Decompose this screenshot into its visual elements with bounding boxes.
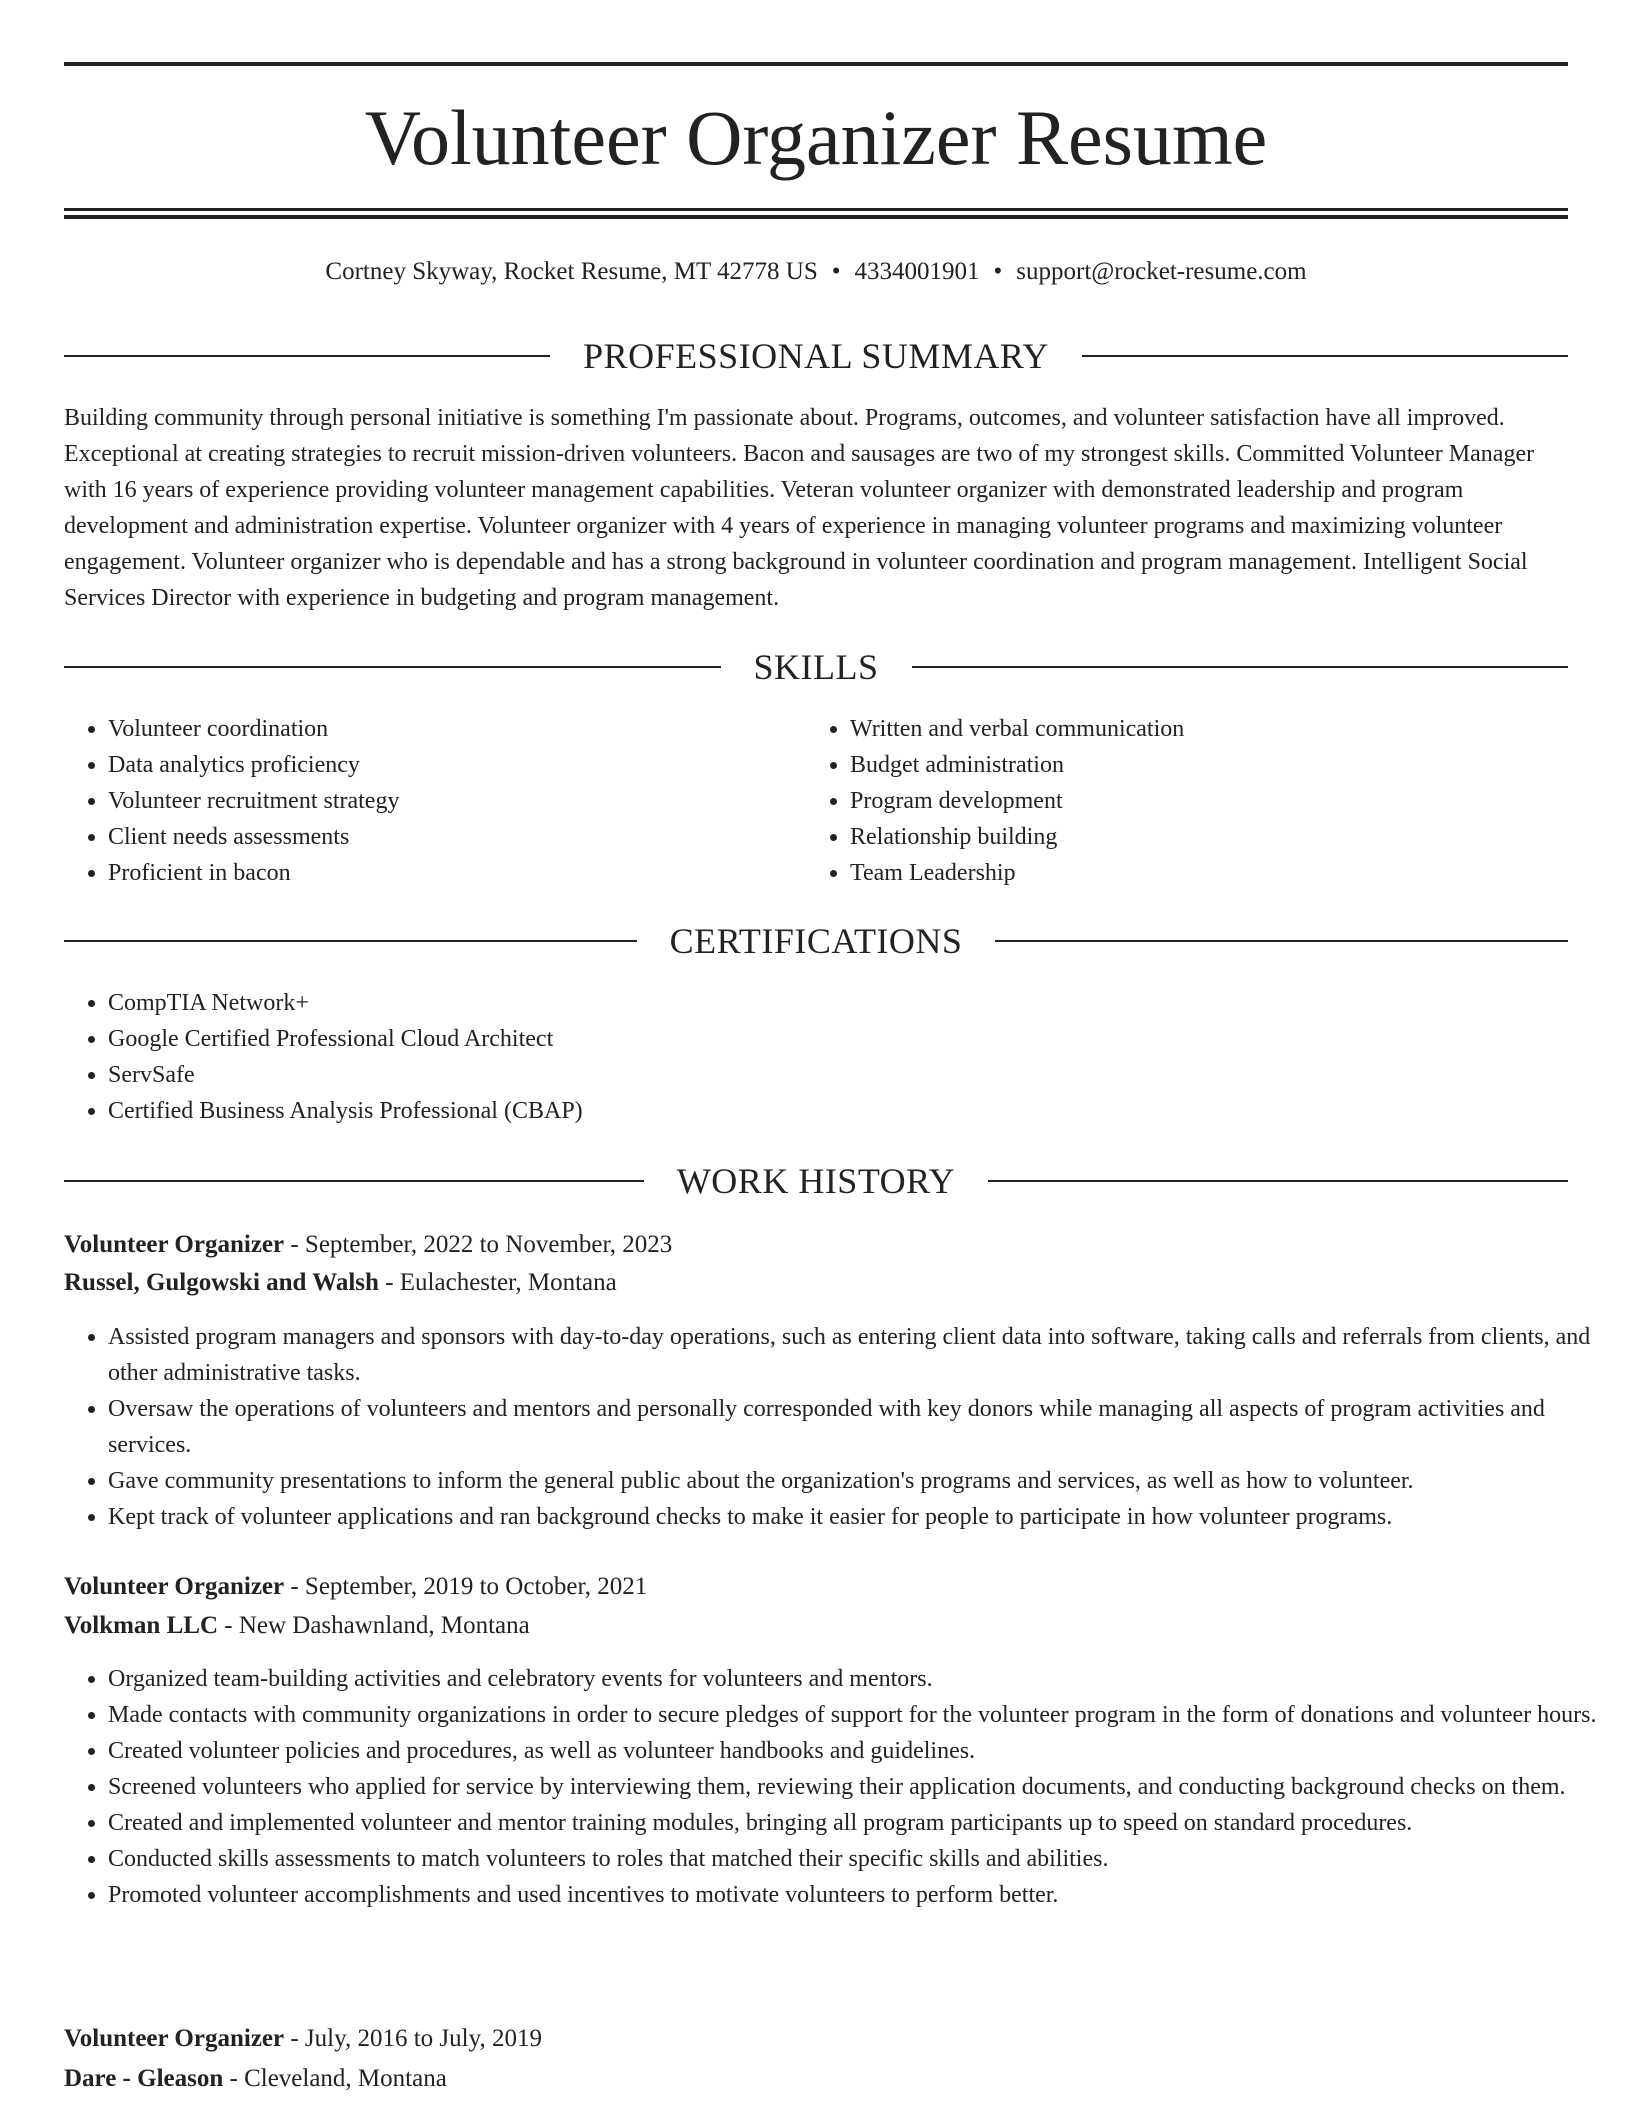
job-dates: - September, 2019 to October, 2021	[284, 1573, 648, 1600]
job-dates: - July, 2016 to July, 2019	[284, 2025, 542, 2052]
responsibility-item: • Promoted volunteer accomplishments and used incentives to motivate volunteers to perform better.	[108, 1877, 1612, 1913]
job-responsibilities	[64, 1661, 1612, 1913]
job-company: Dare - Gleason	[64, 2065, 224, 2092]
contact-separator: •	[993, 258, 1003, 285]
contact-separator: •	[831, 258, 841, 285]
section-heading-certifications	[64, 919, 1568, 963]
responsibility-item: • Made contacts with community organizations in order to secure pledges of support for the volunteer program in the form of donations and volunteer hours.	[108, 1697, 1612, 1733]
section-heading-skills	[64, 645, 1568, 689]
contact-line	[64, 254, 1568, 290]
responsibility-item: • Created volunteer policies and procedures, as well as volunteer handbooks and guidelines.	[108, 1733, 1612, 1769]
heading-rule-left	[64, 940, 637, 942]
section-title: WORK HISTORY	[676, 1161, 956, 1201]
job-title-line	[64, 2020, 1568, 2058]
job-dates: - September, 2022 to November, 2023	[284, 1231, 673, 1258]
certification-item: • Google Certified Professional Cloud Architect	[108, 1021, 1612, 1057]
job-company-line	[64, 1264, 1568, 1302]
contact-email: support@rocket-resume.com	[1016, 258, 1307, 285]
skill-item: • Volunteer recruitment strategy	[108, 783, 848, 819]
job-responsibilities	[64, 1319, 1612, 1535]
job-company: Russel, Gulgowski and Walsh	[64, 1269, 379, 1296]
heading-rule-right	[988, 1180, 1568, 1182]
job-location: - Cleveland, Montana	[223, 2065, 447, 2092]
job-company-line	[64, 1607, 1568, 1645]
job-title-line	[64, 1568, 1568, 1606]
heading-rule-right	[912, 666, 1569, 668]
responsibility-item: • Organized team-building activities and celebratory events for volunteers and mentors.	[108, 1661, 1612, 1697]
responsibility-item: • Created and implemented volunteer and mentor training modules, bringing all program participants up to speed on standard procedures.	[108, 1805, 1612, 1841]
title-rule-lower	[64, 215, 1568, 219]
top-rule	[64, 62, 1568, 66]
section-heading-summary	[64, 334, 1568, 378]
certification-item: • Certified Business Analysis Professional (CBAP)	[108, 1093, 1612, 1129]
skill-item: • Budget administration	[850, 747, 1610, 783]
skill-item: • Program development	[850, 783, 1610, 819]
certifications-list	[64, 985, 1612, 1129]
responsibility-item: • Screened volunteers who applied for service by interviewing them, reviewing their application documents, and conducting background checks on them.	[108, 1769, 1612, 1805]
heading-rule-right	[995, 940, 1568, 942]
heading-rule-left	[64, 666, 721, 668]
title-rule-upper	[64, 208, 1568, 211]
certification-item: • CompTIA Network+	[108, 985, 1612, 1021]
heading-rule-right	[1082, 355, 1568, 357]
skill-item: • Team Leadership	[850, 855, 1610, 891]
skill-item: • Client needs assessments	[108, 819, 848, 855]
resume-title: Volunteer Organizer Resume	[364, 94, 1268, 181]
job-company-line	[64, 2060, 1568, 2098]
skills-list-left	[64, 711, 848, 891]
skills-list-right	[806, 711, 1610, 891]
job-title-line	[64, 1226, 1568, 1264]
contact-phone: 4334001901	[854, 258, 980, 285]
skill-item: • Written and verbal communication	[850, 711, 1610, 747]
section-title: PROFESSIONAL SUMMARY	[583, 336, 1049, 376]
responsibility-item: • Gave community presentations to inform the general public about the organization's programs and services, as well as how to volunteer.	[108, 1463, 1612, 1499]
certification-item: • ServSafe	[108, 1057, 1612, 1093]
job-title: Volunteer Organizer	[64, 1573, 285, 1600]
job-location: - Eulachester, Montana	[378, 1269, 617, 1296]
skill-item: • Relationship building	[850, 819, 1610, 855]
section-title: CERTIFICATIONS	[669, 921, 963, 961]
contact-address: Cortney Skyway, Rocket Resume, MT 42778 US	[325, 258, 818, 285]
heading-rule-left	[64, 355, 550, 357]
section-heading-work-history	[64, 1159, 1568, 1203]
skill-item: • Data analytics proficiency	[108, 747, 848, 783]
job-title: Volunteer Organizer	[64, 1231, 285, 1258]
responsibility-item: • Oversaw the operations of volunteers and mentors and personally corresponded with key donors while managing all aspects of program activities and services.	[108, 1391, 1612, 1463]
job-company: Volkman LLC	[64, 1612, 218, 1639]
job-location: - New Dashawnland, Montana	[218, 1612, 530, 1639]
heading-rule-left	[64, 1180, 644, 1182]
skill-item: • Proficient in bacon	[108, 855, 848, 891]
responsibility-item: • Conducted skills assessments to match volunteers to roles that matched their specific skills and abilities.	[108, 1841, 1612, 1877]
skill-item: • Volunteer coordination	[108, 711, 848, 747]
section-title: SKILLS	[753, 647, 879, 687]
responsibility-item: • Kept track of volunteer applications and ran background checks to make it easier for people to participate in how volunteer programs.	[108, 1499, 1612, 1535]
responsibility-item: • Assisted program managers and sponsors with day-to-day operations, such as entering client data into software, taking calls and referrals from clients, and other administrative tasks.	[108, 1319, 1612, 1391]
job-title: Volunteer Organizer	[64, 2025, 285, 2052]
summary-text: Building community through personal initiative is something I'm passionate about. Programs, outcomes, and volunteer satisfaction have all improved. Exceptional at creating strategies to recruit mission-driven volunteers. Bacon and sausages are two of my strongest skills. Committed Volunteer Manager with 16 years of experience providing volunteer management capabilities. Veteran volunteer organizer with demonstrated leadership and program development and administration expertise. Volunteer organizer with 4 years of experience in managing volunteer programs and maximizing volunteer engagement. Volunteer organizer who is dependable and has a strong background in volunteer coordination and program management. Intelligent Social Services Director with experience in budgeting and program management.	[64, 405, 1535, 611]
